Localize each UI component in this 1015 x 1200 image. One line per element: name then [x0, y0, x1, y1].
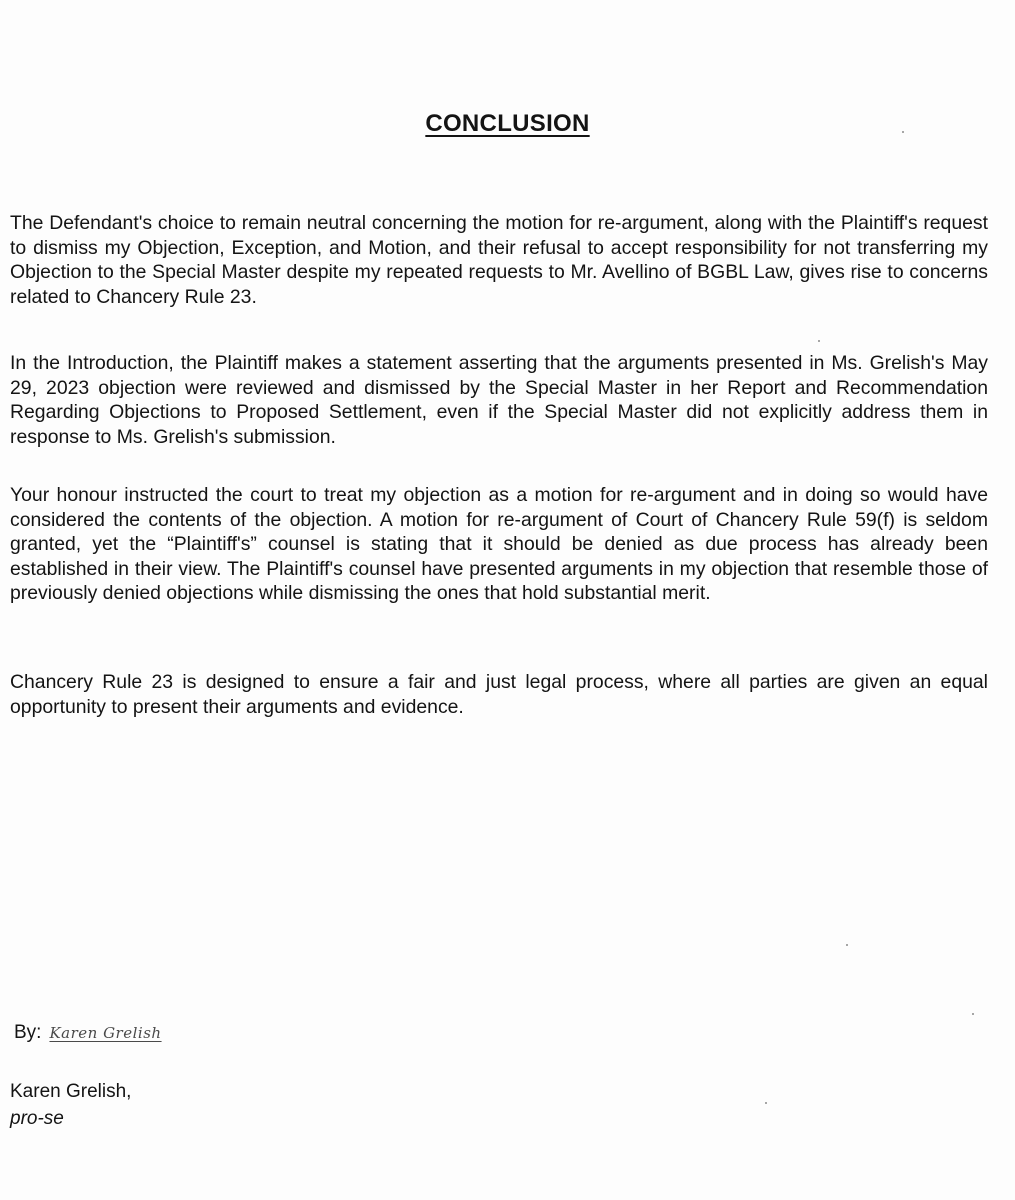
- signature-line: [14, 1022, 162, 1044]
- scan-speck: [972, 1013, 974, 1015]
- scan-speck: [902, 131, 904, 133]
- paragraph-2: In the Introduction, the Plaintiff makes a statement asserting that the arguments presented in Ms. Grelish's May 29, 2023 objection were reviewed and dismissed by the Special Master in her Report and Recommendation Regarding Objections to Proposed Settlement, even if the Special Master did not explicitly address them in response to Ms. Grelish's submission.: [10, 352, 988, 448]
- scan-speck: [765, 1102, 767, 1104]
- signer-block: [10, 1078, 131, 1132]
- signer-role: pro-se: [10, 1108, 64, 1129]
- heading-text: CONCLUSION: [425, 110, 590, 137]
- scan-speck: [846, 944, 848, 946]
- signer-name: Karen Grelish,: [10, 1081, 132, 1102]
- by-label: By:: [14, 1022, 42, 1043]
- handwritten-signature: Karen Grelish: [49, 1024, 162, 1042]
- paragraph-1: The Defendant's choice to remain neutral concerning the motion for re-argument, along with the Plaintiff's request to dismiss my Objection, Exception, and Motion, and their refusal to accept responsibility for not transferring my Objection to the Special Master despite my repeated requests to Mr. Avellino of BGBL Law, gives rise to concerns related to Chancery Rule 23.: [10, 212, 988, 308]
- paragraph-4: Chancery Rule 23 is designed to ensure a fair and just legal process, where all parties are given an equal opportunity to present their arguments and evidence.: [10, 671, 988, 718]
- scan-speck: [818, 340, 820, 342]
- paragraph-3: Your honour instructed the court to treat my objection as a motion for re-argument and in doing so would have considered the contents of the objection. A motion for re-argument of Court of Chancery Rule 59(f) is seldom granted, yet the “Plaintiff's” counsel is stating that it should be denied as due process has already been established in their view. The Plaintiff's counsel have presented arguments in my objection that resemble those of previously denied objections while dismissing the ones that hold substantial merit.: [10, 484, 988, 604]
- page-title: [0, 110, 1015, 138]
